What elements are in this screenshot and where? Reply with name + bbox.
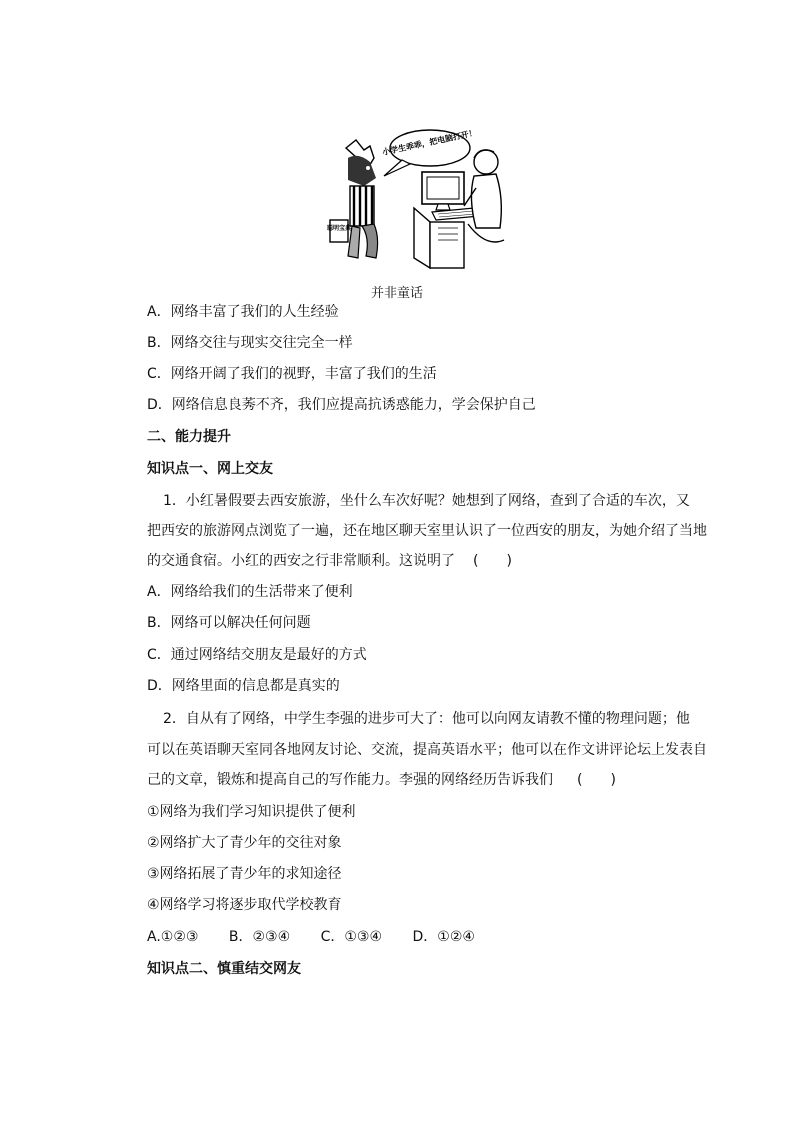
q2-choice-a: A.①②③ (147, 929, 199, 945)
q1-option-b: B．网络可以解决任何问题 (147, 615, 311, 631)
option-a: A．网络丰富了我们的人生经验 (147, 304, 339, 320)
question-2-line-2: 可以在英语聊天室同各地网友讨论、交流，提高英语水平；他可以在作文讲评论坛上发表自 (147, 742, 707, 758)
q2-choices (147, 927, 501, 947)
knowledge-point-2-title: 知识点二、慎重结交网友 (147, 961, 301, 977)
q2-statement-3: ③网络拓展了青少年的求知途径 (147, 866, 342, 882)
q2-choice-c: C．①③④ (320, 929, 383, 945)
q1-option-d: D．网络里面的信息都是真实的 (147, 678, 340, 694)
section-title: 二、能力提升 (147, 429, 231, 445)
q2-statement-2: ②网络扩大了青少年的交往对象 (147, 835, 342, 851)
question-2-line-3-text: 己的文章，锻炼和提高自己的写作能力。李强的网络经历告诉我们 (147, 772, 553, 788)
question-2-answer-blank: ( ) (577, 772, 616, 788)
q1-option-a: A．网络给我们的生活带来了便利 (147, 584, 353, 600)
cartoon-drawing (318, 128, 508, 278)
q2-choice-b: B．②③④ (228, 929, 291, 945)
question-1-line-1: 1．小红暑假要去西安旅游，坐什么车次好呢？她想到了网络，查到了合适的车次，又 (163, 493, 690, 509)
q1-option-c: C．通过网络结交朋友是最好的方式 (147, 647, 367, 663)
option-c: C．网络开阔了我们的视野，丰富了我们的生活 (147, 366, 437, 382)
cartoon-illustration (318, 128, 508, 278)
question-2-line-1: 2．自从有了网络，中学生李强的进步可大了：他可以向网友请教不懂的物理问题；他 (163, 711, 690, 727)
question-2-line-3 (147, 770, 616, 790)
q2-choice-d: D．①②④ (412, 929, 475, 945)
question-1-answer-blank: ( ) (473, 553, 512, 569)
book-label: 聪明宝典 (326, 225, 352, 232)
q2-statement-4: ④网络学习将逐步取代学校教育 (147, 897, 342, 913)
question-1-line-2: 把西安的旅游网点浏览了一遍，还在地区聊天室里认识了一位西安的朋友，为她介绍了当地 (147, 523, 707, 539)
option-d: D．网络信息良莠不齐，我们应提高抗诱惑能力，学会保护自己 (147, 397, 536, 413)
q2-statement-1: ①网络为我们学习知识提供了便利 (147, 804, 356, 820)
knowledge-point-1-title: 知识点一、网上交友 (147, 461, 273, 477)
question-1-line-3-text: 的交通食宿。小红的西安之行非常顺利。这说明了 (147, 553, 455, 569)
speech-bubble-text: 小学生乖乖，把电脑打开！ (381, 128, 478, 157)
question-1-line-3 (147, 551, 512, 571)
option-b: B．网络交往与现实交往完全一样 (147, 335, 353, 351)
figure-caption: 并非童话 (370, 286, 423, 301)
